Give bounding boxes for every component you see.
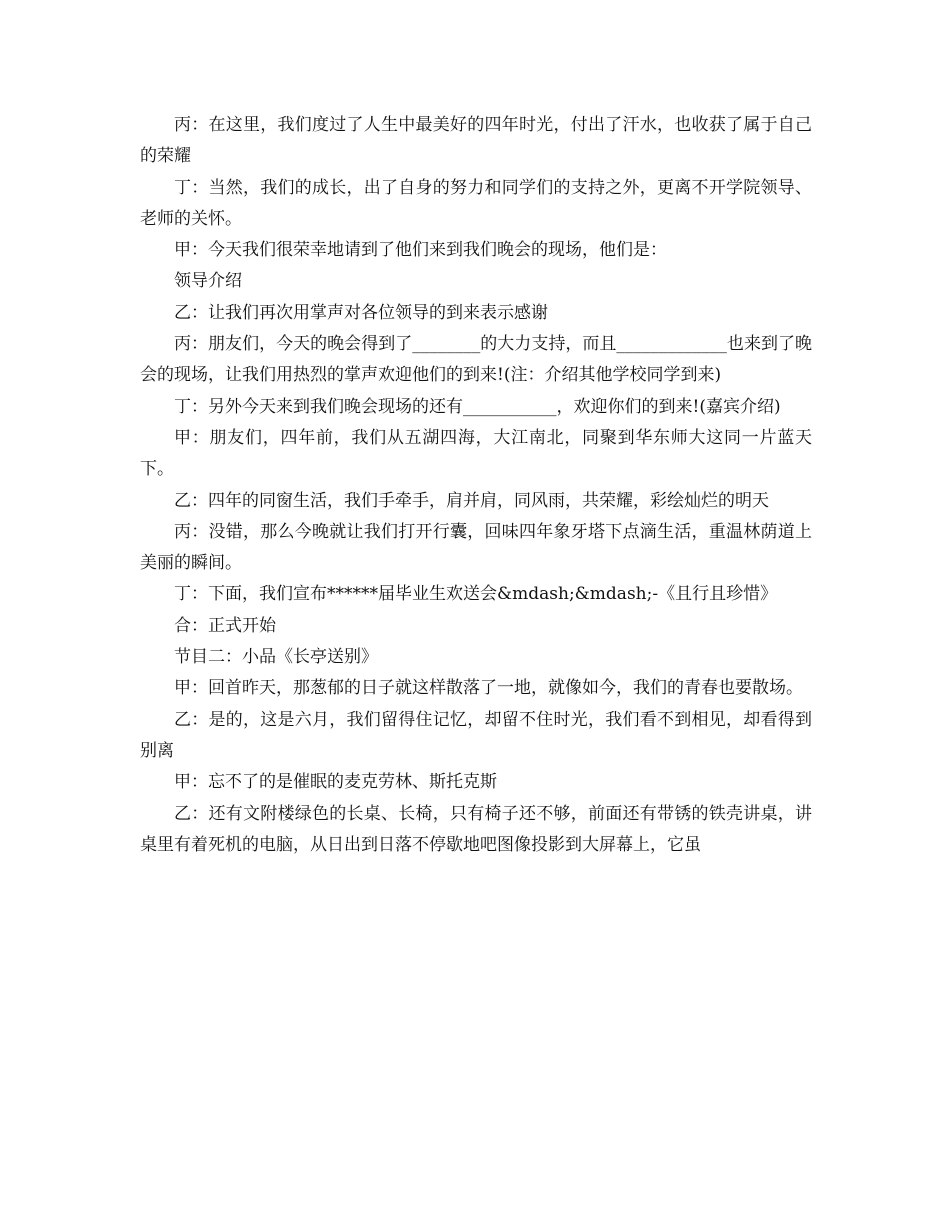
paragraph-14: 甲：回首昨天，那葱郁的日子就这样散落了一地，就像如今，我们的青春也要散场。 (174, 678, 803, 699)
paragraph-11: 丁：下面，我们宣布******届毕业生欢送会&mdash;&mdash;-《且行且珍惜》 (174, 584, 778, 605)
paragraph-2: 丁：当然，我们的成长，出了自身的努力和同学们的支持之外，更离不开学院领导、老师的关怀。 (140, 177, 812, 229)
paragraph-9: 乙：四年的同窗生活，我们手牵手，肩并肩，同风雨，共荣耀，彩绘灿烂的明天 (174, 490, 769, 511)
paragraph-3: 甲：今天我们很荣幸地请到了他们来到我们晚会的现场，他们是： (174, 240, 667, 261)
paragraph-8: 甲：朋友们，四年前，我们从五湖四海，大江南北，同聚到华东师大这同一片蓝天下。 (140, 427, 812, 480)
paragraph-13: 节目二：小品《长亭送别》 (174, 647, 378, 668)
paragraph-15: 乙：是的，这是六月，我们留得住记忆，却留不住时光，我们看不到相见，却看得到别离 (140, 709, 812, 761)
paragraph-16: 甲：忘不了的是催眠的麦克劳林、斯托克斯 (174, 772, 497, 793)
paragraph-17: 乙：还有文附楼绿色的长桌、长椅，只有椅子还不够，前面还有带锈的铁壳讲桌，讲桌里有着死机的电脑，从日出到日落不停歇地吧图像投影到大屏幕上，它虽 (140, 803, 812, 855)
paragraph-10: 丙：没错，那么今晚就让我们打开行囊，回味四年象牙塔下点滴生活，重温林荫道上美丽的瞬间。 (140, 521, 812, 574)
paragraph-5: 乙：让我们再次用掌声对各位领导的到来表示感谢 (174, 302, 548, 323)
paragraph-7: 丁：另外今天来到我们晚会现场的还有___________，欢迎你们的到来!(嘉宾介绍) (174, 396, 781, 417)
paragraph-1: 丙：在这里，我们度过了人生中最美好的四年时光，付出了汗水，也收获了属于自己的荣耀 (140, 115, 812, 167)
paragraph-6: 丙：朋友们，今天的晚会得到了________的大力支持，而且_____________也来到了晚会的现场，让我们用热烈的掌声欢迎他们的到来!(注：介绍其他学校同学到来) (140, 334, 812, 386)
paragraph-12: 合：正式开始 (174, 615, 276, 636)
paragraph-4: 领导介绍 (174, 271, 242, 292)
document-body (140, 110, 812, 861)
